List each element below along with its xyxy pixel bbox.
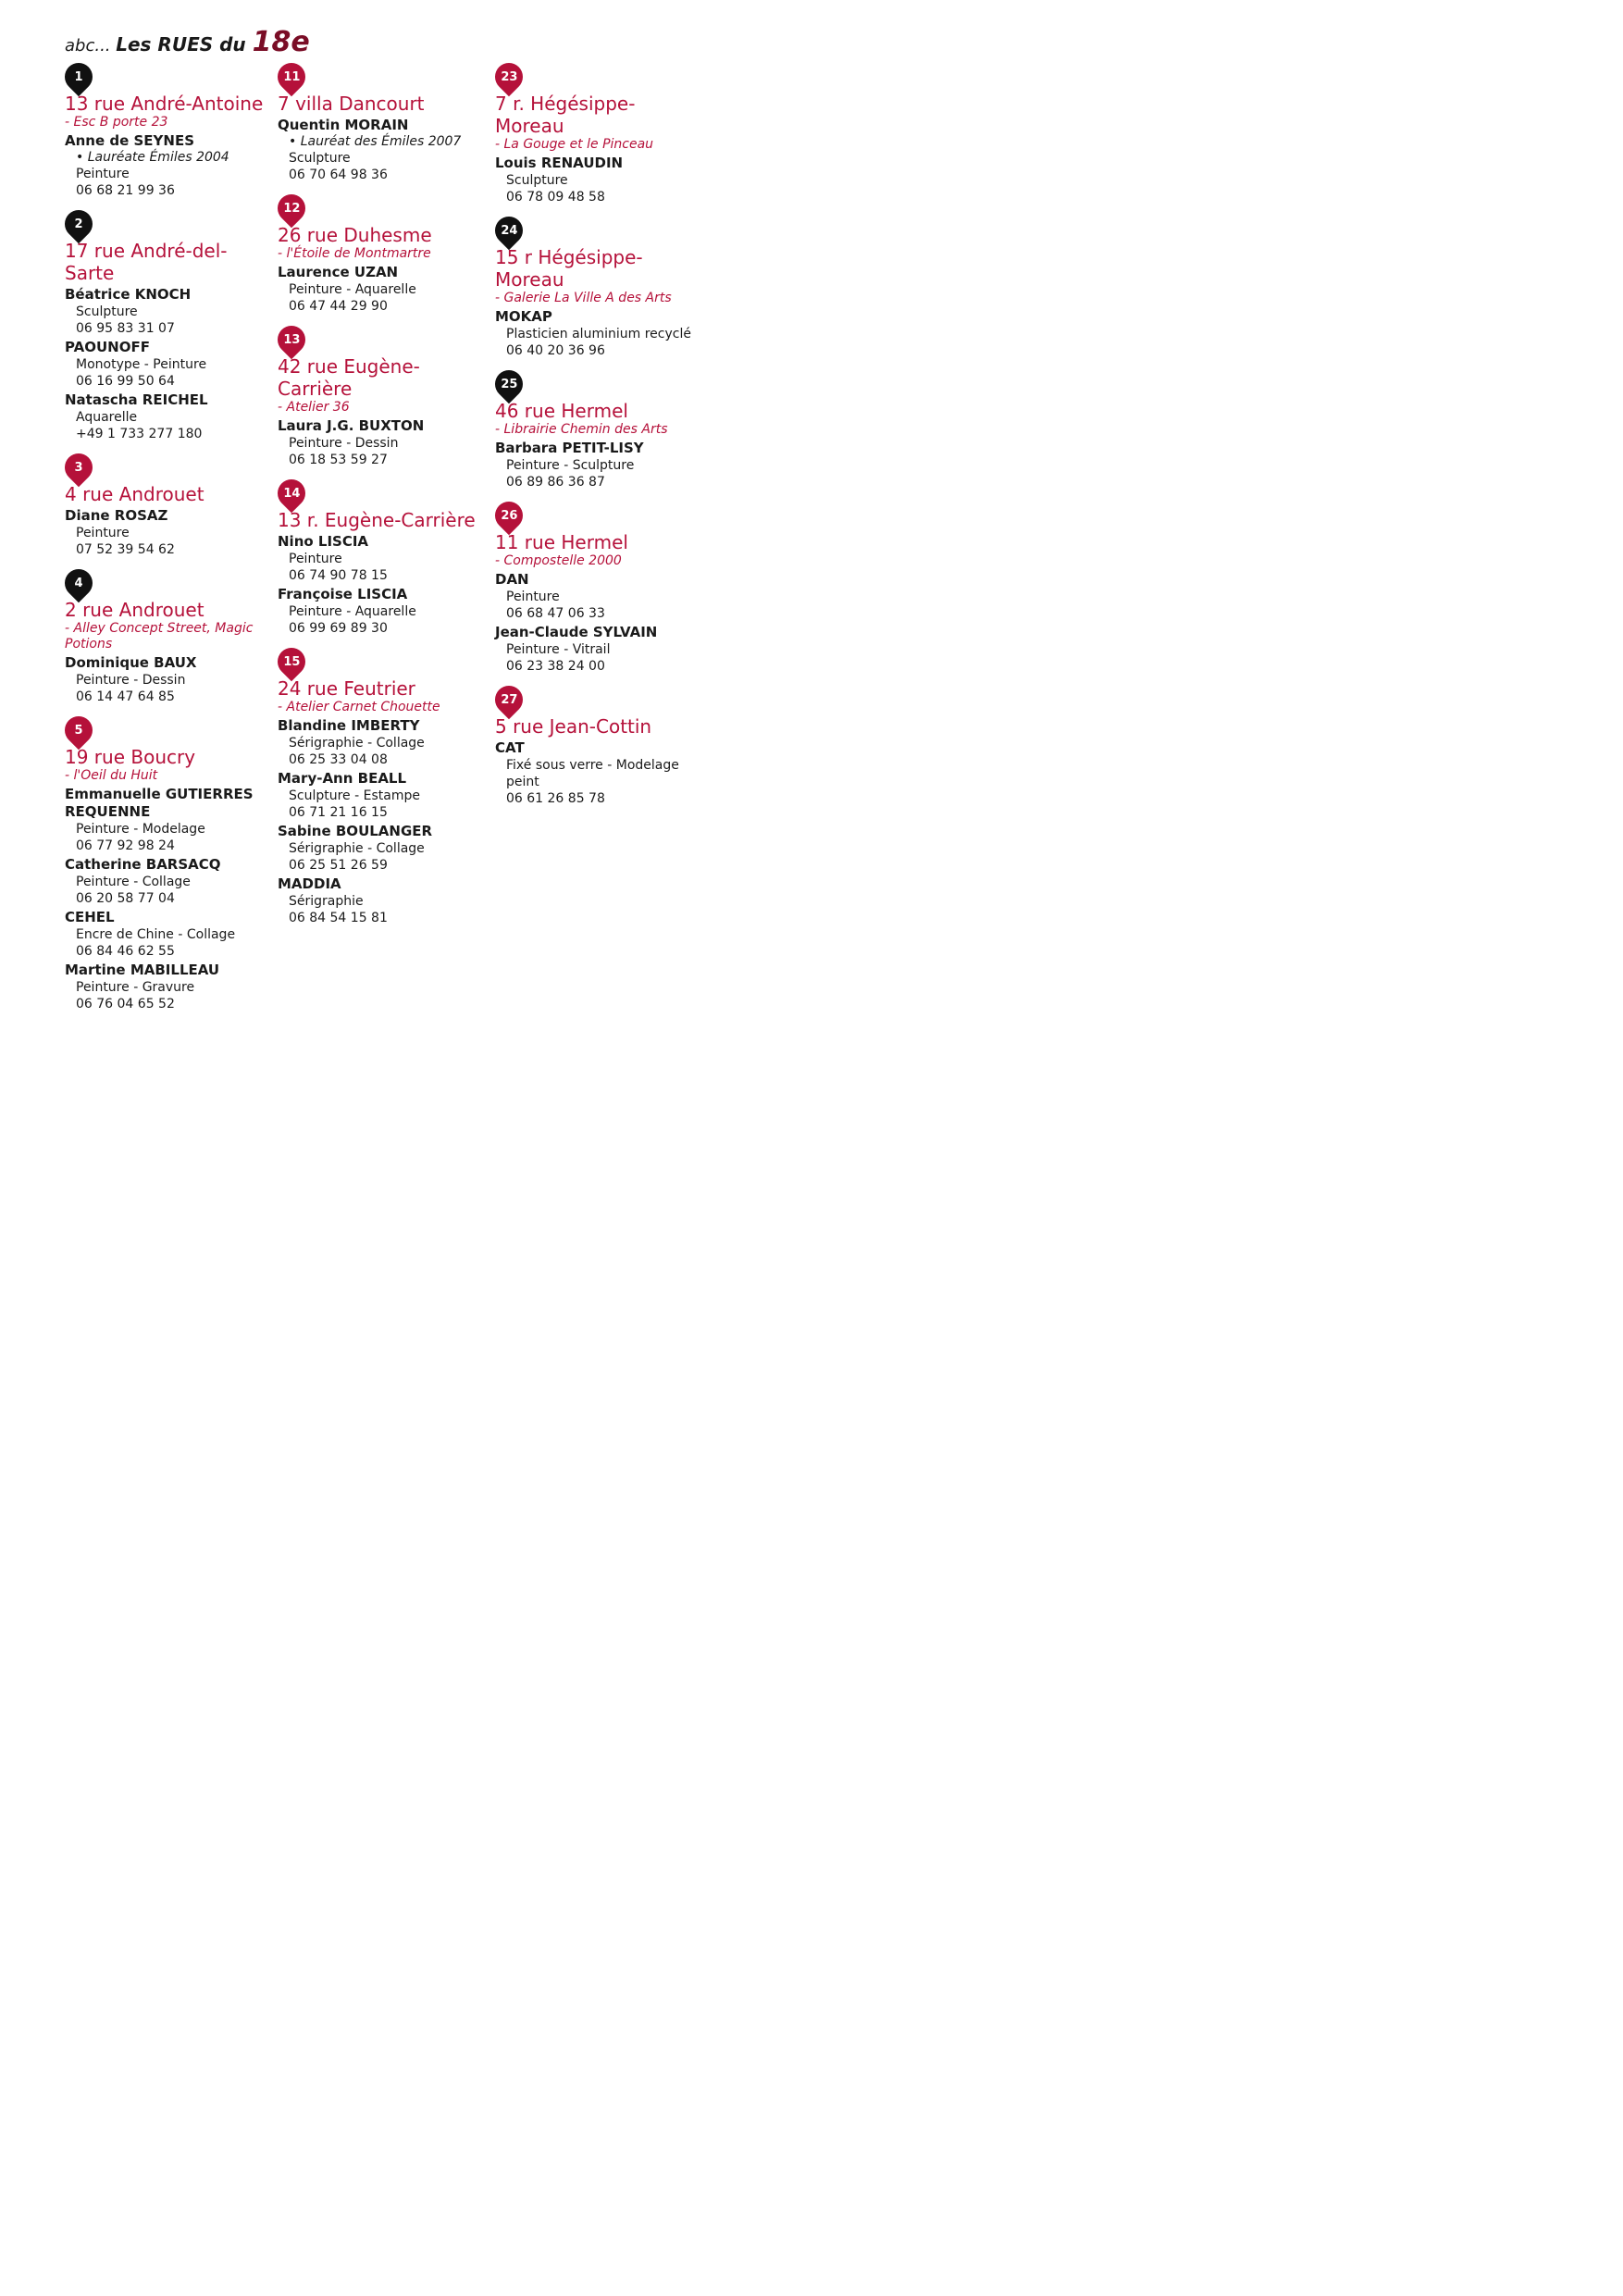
street-address: 7 r. Hégésippe-Moreau xyxy=(495,93,636,137)
artist-item xyxy=(65,507,273,558)
address-entry xyxy=(495,63,703,205)
artist-name: Laurence UZAN xyxy=(278,264,399,280)
artist-item xyxy=(278,770,486,821)
address-entry xyxy=(278,479,486,637)
venue-name: - Atelier 36 xyxy=(278,400,350,415)
artist-phone: 06 47 44 29 90 xyxy=(289,299,388,314)
artist-award: • Lauréate Émiles 2004 xyxy=(76,150,229,165)
column-1 xyxy=(65,63,273,1024)
map-pin-icon xyxy=(272,57,311,96)
map-pin-icon xyxy=(489,496,528,535)
artist-phone: 06 74 90 78 15 xyxy=(289,568,388,583)
column-2 xyxy=(278,63,486,937)
artist-medium: Peinture xyxy=(289,552,342,566)
map-pin-icon xyxy=(272,320,311,359)
artist-medium: Sérigraphie xyxy=(289,894,364,909)
street-address: 26 rue Duhesme xyxy=(278,224,432,246)
artist-name: Martine MABILLEAU xyxy=(65,962,220,978)
section-label: Les RUES du xyxy=(116,33,253,56)
street-address: 19 rue Boucry xyxy=(65,746,196,768)
map-pin-icon xyxy=(489,211,528,250)
artist-medium: Sérigraphie - Collage xyxy=(289,841,425,856)
street-address: 24 rue Feutrier xyxy=(278,677,415,700)
artist-phone: 06 14 47 64 85 xyxy=(76,689,175,704)
artist-name: Louis RENAUDIN xyxy=(495,155,624,171)
map-pin-icon xyxy=(59,57,98,96)
arrondissement-number: 18e xyxy=(252,26,310,58)
pin-number: 27 xyxy=(500,692,518,707)
artist-name: CAT xyxy=(495,739,525,756)
artist-medium: Peinture - Sculpture xyxy=(506,458,635,473)
artist-medium: Fixé sous verre - Modelage peint xyxy=(506,758,679,789)
artist-medium: Plasticien aluminium recyclé xyxy=(506,327,691,341)
address-entry xyxy=(278,63,486,183)
venue-name: - Atelier Carnet Chouette xyxy=(278,700,440,714)
artist-phone: 06 68 21 99 36 xyxy=(76,183,175,198)
venue-name: - Galerie La Ville A des Arts xyxy=(495,291,672,305)
artist-phone: 06 23 38 24 00 xyxy=(506,659,605,674)
artist-phone: 06 68 47 06 33 xyxy=(506,606,605,621)
artist-item xyxy=(278,875,486,926)
artist-name: Jean-Claude SYLVAIN xyxy=(495,624,658,640)
map-pin-icon xyxy=(59,448,98,487)
artist-item xyxy=(278,417,486,468)
artist-phone: 06 25 33 04 08 xyxy=(289,752,388,767)
artist-phone: 06 78 09 48 58 xyxy=(506,190,605,205)
artist-item xyxy=(65,909,273,960)
artist-name: Mary-Ann BEALL xyxy=(278,770,407,787)
artist-name: MADDIA xyxy=(278,875,341,892)
artist-medium: Peinture xyxy=(506,590,560,604)
map-pin-icon xyxy=(59,711,98,750)
column-3 xyxy=(495,63,703,818)
pin-number: 11 xyxy=(282,69,301,84)
street-address: 42 rue Eugène-Carrière xyxy=(278,355,420,400)
address-entry xyxy=(495,502,703,675)
pin-number: 1 xyxy=(74,69,83,84)
section-title xyxy=(65,26,310,58)
artist-phone: 06 71 21 16 15 xyxy=(289,805,388,820)
street-address: 46 rue Hermel xyxy=(495,400,628,422)
map-pin-icon xyxy=(272,642,311,681)
address-entry xyxy=(65,569,273,705)
artist-name: Quentin MORAIN xyxy=(278,117,409,133)
pin-number: 25 xyxy=(500,377,518,391)
street-address: 4 rue Androuet xyxy=(65,483,204,505)
map-pin-icon xyxy=(59,205,98,243)
artist-phone: 06 20 58 77 04 xyxy=(76,891,175,906)
map-pin-icon xyxy=(489,57,528,96)
artist-name: PAOUNOFF xyxy=(65,339,150,355)
artist-phone: 06 70 64 98 36 xyxy=(289,168,388,182)
artist-phone: 06 84 46 62 55 xyxy=(76,944,175,959)
pin-number: 24 xyxy=(500,223,518,238)
artist-name: Dominique BAUX xyxy=(65,654,197,671)
artist-name: MOKAP xyxy=(495,308,552,325)
pin-number: 26 xyxy=(500,508,518,523)
artist-name: Barbara PETIT-LISY xyxy=(495,440,644,456)
street-address: 15 r Hégésippe-Moreau xyxy=(495,246,643,291)
map-pin-icon xyxy=(489,680,528,719)
artist-medium: Peinture - Gravure xyxy=(76,980,195,995)
venue-name: - Compostelle 2000 xyxy=(495,553,622,568)
street-address: 7 villa Dancourt xyxy=(278,93,425,115)
artist-medium: Sculpture xyxy=(76,304,138,319)
artist-phone: 06 84 54 15 81 xyxy=(289,911,388,925)
street-address: 13 r. Eugène-Carrière xyxy=(278,509,476,531)
artist-medium: Peinture xyxy=(76,526,130,540)
artist-item xyxy=(278,264,486,315)
street-address: 17 rue André-del-Sarte xyxy=(65,240,228,284)
artist-phone: 06 76 04 65 52 xyxy=(76,997,175,1011)
address-entry xyxy=(65,453,273,558)
artist-item xyxy=(65,286,273,337)
artist-name: Natascha REICHEL xyxy=(65,391,208,408)
venue-name: - Esc B porte 23 xyxy=(65,115,168,130)
artist-phone: 06 18 53 59 27 xyxy=(289,453,388,467)
artist-name: CEHEL xyxy=(65,909,115,925)
artist-medium: Sérigraphie - Collage xyxy=(289,736,425,751)
artist-item xyxy=(278,586,486,637)
artist-medium: Aquarelle xyxy=(76,410,138,425)
artist-item xyxy=(495,440,703,490)
artist-item xyxy=(65,654,273,705)
artist-phone: 06 99 69 89 30 xyxy=(289,621,388,636)
pin-number: 3 xyxy=(74,460,83,475)
street-address: 2 rue Androuet xyxy=(65,599,204,621)
street-address: 5 rue Jean-Cottin xyxy=(495,715,652,738)
artist-medium: Peinture - Vitrail xyxy=(506,642,611,657)
address-entry xyxy=(278,648,486,926)
artist-phone: +49 1 733 277 180 xyxy=(76,427,203,441)
address-entry xyxy=(495,370,703,490)
artist-item xyxy=(65,962,273,1012)
artist-medium: Sculpture xyxy=(289,151,351,166)
artist-medium: Peinture - Dessin xyxy=(289,436,399,451)
pin-number: 2 xyxy=(74,217,83,231)
artist-phone: 06 95 83 31 07 xyxy=(76,321,175,336)
artist-item xyxy=(65,132,273,199)
artist-name: Sabine BOULANGER xyxy=(278,823,433,839)
artist-item xyxy=(278,533,486,584)
artist-item xyxy=(495,308,703,359)
artist-name: Diane ROSAZ xyxy=(65,507,168,524)
artist-phone: 07 52 39 54 62 xyxy=(76,542,175,557)
artist-phone: 06 16 99 50 64 xyxy=(76,374,175,389)
map-pin-icon xyxy=(489,365,528,403)
street-address: 11 rue Hermel xyxy=(495,531,628,553)
venue-name: - l'Étoile de Montmartre xyxy=(278,246,431,261)
address-entry xyxy=(65,63,273,199)
artist-name: Emmanuelle GUTIERRES REQUENNE xyxy=(65,786,254,820)
map-pin-icon xyxy=(272,189,311,228)
address-entry xyxy=(65,210,273,442)
artist-item xyxy=(65,786,273,854)
artist-item xyxy=(495,739,703,807)
artist-item xyxy=(278,717,486,768)
artist-medium: Peinture - Collage xyxy=(76,875,191,889)
street-address: 13 rue André-Antoine xyxy=(65,93,264,115)
pin-number: 15 xyxy=(282,654,301,669)
artist-name: Françoise LISCIA xyxy=(278,586,408,602)
venue-name: - La Gouge et le Pinceau xyxy=(495,137,654,152)
artist-name: DAN xyxy=(495,571,529,588)
artist-medium: Peinture - Dessin xyxy=(76,673,186,688)
address-entry xyxy=(65,716,273,1012)
address-entry xyxy=(495,217,703,359)
artist-medium: Peinture - Aquarelle xyxy=(289,282,416,297)
address-entry xyxy=(278,326,486,468)
artist-name: Laura J.G. BUXTON xyxy=(278,417,425,434)
artist-name: Nino LISCIA xyxy=(278,533,369,550)
map-pin-icon xyxy=(59,564,98,602)
artist-name: Blandine IMBERTY xyxy=(278,717,420,734)
pin-number: 5 xyxy=(74,723,83,738)
artist-name: Catherine BARSACQ xyxy=(65,856,221,873)
artist-item xyxy=(65,391,273,442)
artist-item xyxy=(278,117,486,183)
artist-medium: Peinture xyxy=(76,167,130,181)
artist-name: Anne de SEYNES xyxy=(65,132,195,149)
venue-name: - l'Oeil du Huit xyxy=(65,768,158,783)
map-pin-icon xyxy=(272,474,311,513)
artist-medium: Encre de Chine - Collage xyxy=(76,927,236,942)
artist-item xyxy=(278,823,486,874)
address-entry xyxy=(495,686,703,807)
artist-name: Béatrice KNOCH xyxy=(65,286,192,303)
pin-number: 13 xyxy=(282,332,301,347)
pin-number: 14 xyxy=(282,486,301,501)
artist-medium: Sculpture - Estampe xyxy=(289,788,420,803)
artist-phone: 06 77 92 98 24 xyxy=(76,838,175,853)
artist-medium: Peinture - Modelage xyxy=(76,822,205,837)
artist-item xyxy=(495,624,703,675)
artist-phone: 06 89 86 36 87 xyxy=(506,475,605,490)
artist-item xyxy=(65,856,273,907)
artist-award: • Lauréat des Émiles 2007 xyxy=(289,134,462,149)
artist-item xyxy=(495,155,703,205)
artist-medium: Sculpture xyxy=(506,173,568,188)
venue-name: - Librairie Chemin des Arts xyxy=(495,422,668,437)
artist-phone: 06 40 20 36 96 xyxy=(506,343,605,358)
artist-item xyxy=(65,339,273,390)
pin-number: 4 xyxy=(74,576,83,590)
artist-medium: Peinture - Aquarelle xyxy=(289,604,416,619)
artist-medium: Monotype - Peinture xyxy=(76,357,207,372)
venue-name: - Alley Concept Street, Magic Potions xyxy=(65,621,254,652)
artist-phone: 06 25 51 26 59 xyxy=(289,858,388,873)
artist-phone: 06 61 26 85 78 xyxy=(506,791,605,806)
address-entry xyxy=(278,194,486,315)
pin-number: 12 xyxy=(282,201,301,216)
pin-number: 23 xyxy=(500,69,518,84)
section-prefix: abc... xyxy=(65,36,117,56)
artist-item xyxy=(495,571,703,622)
